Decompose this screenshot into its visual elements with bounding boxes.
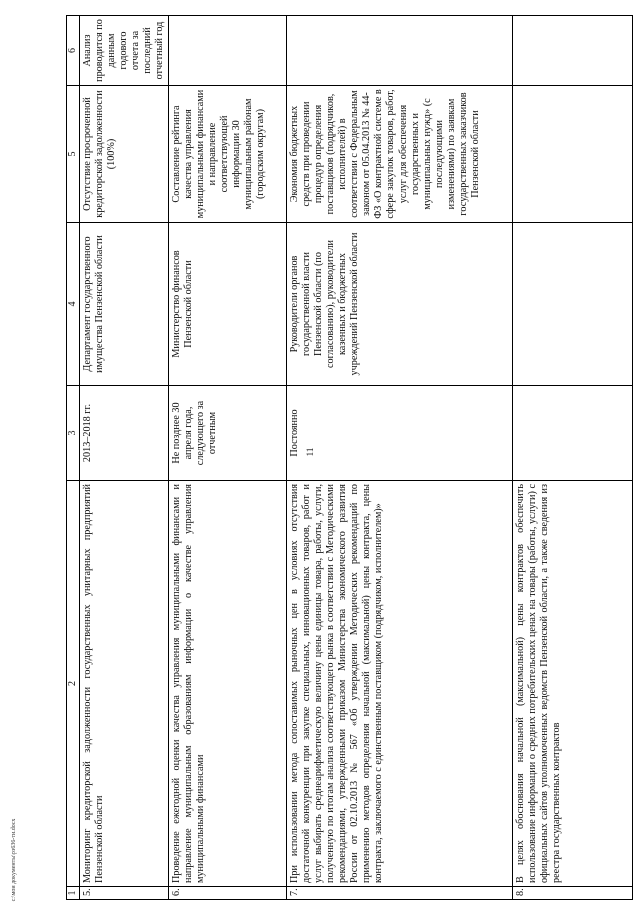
responsible-cell: Руководители органов государственной власти Пензенской области (по согласованию), руководители казенных и бюджетных учреждений Пензенской области [287,223,513,386]
header-col-2: 2 [67,481,80,887]
table-row [287,16,513,900]
result-cell: Экономия бюджетных средств при проведении процедур определения поставщиков (подрядчиков, исполнителей) в соответствии с Федеральным законом от 05.04.2013 № 44-ФЗ «О контрактной системе в сфере закупок товаров, работ, услуг для обеспечения государственных и муниципальных нужд» (с последующими изменениями) по заявкам государственных заказчиков Пензенской области [287,86,513,223]
activity-cell: Мониторинг кредиторской задолженности государственных унитарных предприятий Пензенской области [80,481,169,887]
measures-table [66,15,633,900]
header-row [67,16,80,900]
responsible-cell [513,223,633,386]
responsible-cell: Министерство финансов Пензенской области [169,223,287,386]
rotated-page-content [66,16,631,900]
row-number: 5. [80,887,169,900]
note-cell [513,16,633,86]
activity-cell: Проведение ежегодной оценки качества управления муниципальными финансами и направление муниципальным образованиям информации о качестве управления муниципальными финансами [169,481,287,887]
deadline-cell: 2013–2018 гг. [80,386,169,481]
note-cell [169,16,287,86]
page-number: 11 [305,447,315,457]
header-col-6: 6 [67,16,80,86]
table-row [513,16,633,900]
deadline-cell [513,386,633,481]
header-col-4: 4 [67,223,80,386]
row-number: 8. [513,887,633,900]
table-row [169,16,287,900]
result-cell: Составление рейтинга качества управления муниципальными финансами и направление соответствующей информации 30 муниципальным районам (городским округам) [169,86,287,223]
activity-cell: В целях обоснования начальной (максимальной) цены контрактов обеспечить использование информации о средних потребительских ценах на товары (работы, услуги) с официальных сайтов уполномоченных ведомств Пензенской области, а также сведения из реестра государственных контрактов [513,481,633,887]
header-col-3: 3 [67,386,80,481]
row-number: 6. [169,887,287,900]
header-col-5: 5 [67,86,80,223]
footer-file-path: c:\мои документы\рз636-ти.docx [11,818,17,902]
note-cell: Анализ проводится по данным годового отчета за последний отчетный год [80,16,169,86]
deadline-cell: Не позднее 30 апреля года, следующего за отчетным [169,386,287,481]
table-row [80,16,169,900]
responsible-cell: Департамент государственного имущества Пензенской области [80,223,169,386]
deadline-cell: Постоянно [287,386,513,481]
activity-cell: При использовании метода сопоставимых рыночных цен в условиях отсутствия достаточной конкуренции при закупке специальных, инновационных товаров, работ и услуг выбирать среднеарифметическую величину цены единицы товара, работы, услуги, полученную по итогам анализа соответствующего рынка в соответствии с Методическими рекомендациями, утвержденными приказом Министерства экономического развития России от 02.10.2013 № 567 «Об утверждении Методических рекомендаций по применению методов определения начальной (максимальной) цены контракта, цены контракта, заключаемого с единственным поставщиком (подрядчиком, исполнителем)» [287,481,513,887]
row-number: 7. [287,887,513,900]
note-cell [287,16,513,86]
result-cell [513,86,633,223]
header-col-1: 1 [67,887,80,900]
result-cell: Отсутствие просроченной кредиторской задолженности (100%) [80,86,169,223]
